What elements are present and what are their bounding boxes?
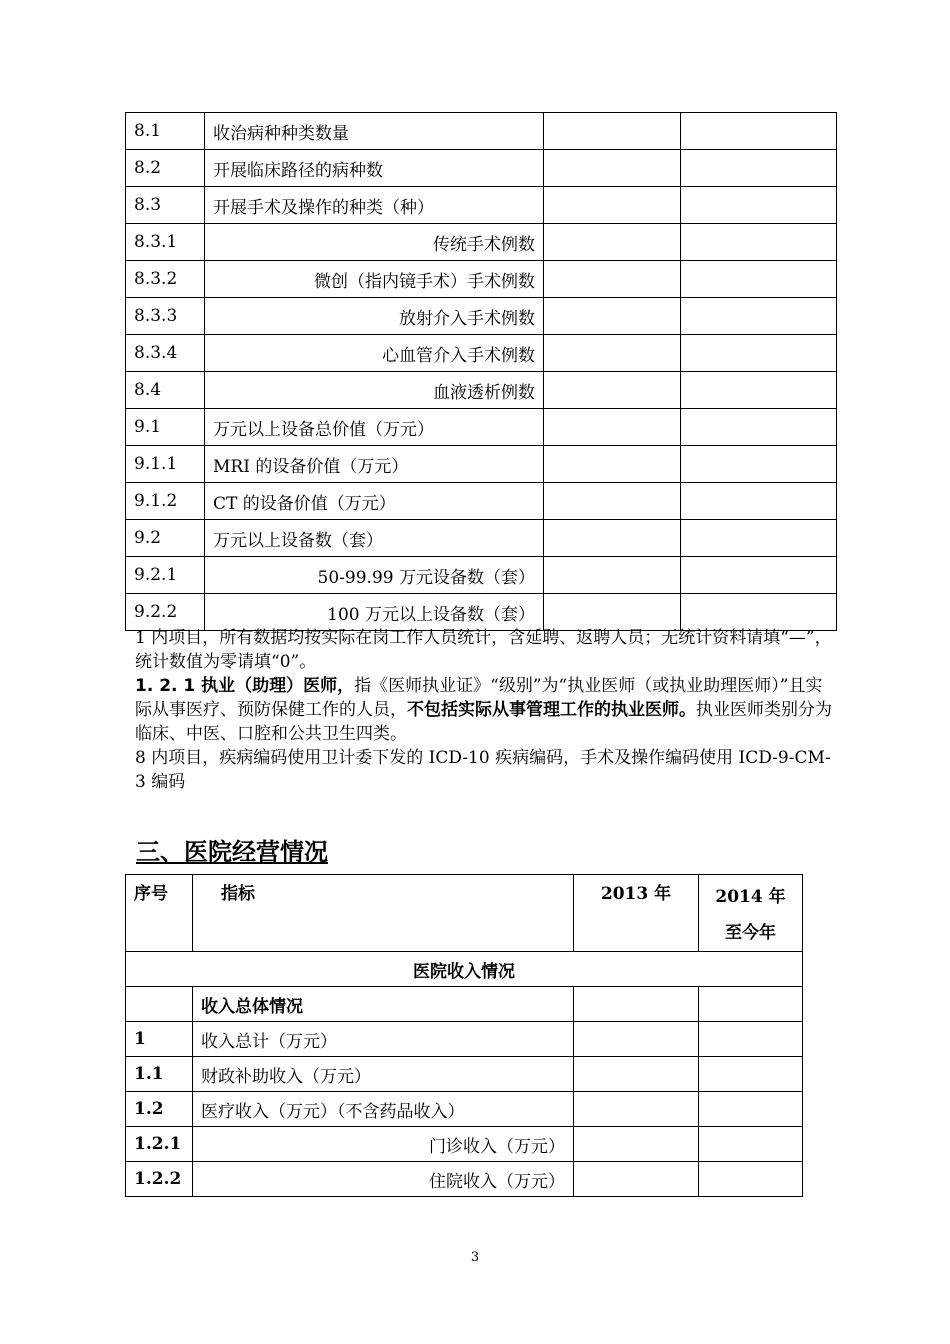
row-label: 开展手术及操作的种类（种）: [205, 187, 544, 224]
row-label: 心血管介入手术例数: [205, 335, 544, 372]
value-cell[interactable]: [699, 1127, 803, 1162]
value-cell[interactable]: [681, 224, 837, 261]
value-cell[interactable]: [544, 261, 681, 298]
table-row: [126, 1092, 803, 1127]
value-cell[interactable]: [681, 187, 837, 224]
value-cell[interactable]: [544, 520, 681, 557]
value-cell[interactable]: [699, 1162, 803, 1197]
value-cell[interactable]: [681, 594, 837, 631]
value-cell[interactable]: [681, 409, 837, 446]
row-number: 9.2.2: [126, 594, 205, 631]
row-label: 100 万元以上设备数（套）: [205, 594, 544, 631]
table-row: [126, 372, 837, 409]
row-number: 8.4: [126, 372, 205, 409]
value-cell[interactable]: [681, 113, 837, 150]
value-cell[interactable]: [681, 446, 837, 483]
row-label: 万元以上设备总价值（万元）: [205, 409, 544, 446]
row-label: 财政补助收入（万元）: [193, 1057, 574, 1092]
value-cell[interactable]: [574, 1022, 699, 1057]
note-2-term: 1. 2. 1 执业（助理）医师，: [135, 676, 355, 696]
note-2-exclusion: 不包括实际从事管理工作的执业医师。: [407, 700, 696, 720]
value-cell[interactable]: [699, 987, 803, 1022]
value-cell[interactable]: [681, 557, 837, 594]
row-label: 收治病种种类数量: [205, 113, 544, 150]
row-number: 1.2.1: [126, 1127, 193, 1162]
header-indicator: 指标: [193, 875, 574, 952]
table-row: [126, 261, 837, 298]
value-cell[interactable]: [544, 335, 681, 372]
row-number: 9.1.2: [126, 483, 205, 520]
value-cell[interactable]: [681, 520, 837, 557]
table-row: [126, 298, 837, 335]
value-cell[interactable]: [574, 1162, 699, 1197]
row-label: 50-99.99 万元设备数（套）: [205, 557, 544, 594]
value-cell[interactable]: [574, 1057, 699, 1092]
value-cell[interactable]: [699, 1092, 803, 1127]
value-cell[interactable]: [574, 1127, 699, 1162]
value-cell[interactable]: [544, 187, 681, 224]
row-label: 门诊收入（万元）: [193, 1127, 574, 1162]
table-row: [126, 1022, 803, 1057]
row-number: 8.3: [126, 187, 205, 224]
row-number: 1.2: [126, 1092, 193, 1127]
value-cell[interactable]: [544, 372, 681, 409]
table-row: [126, 409, 837, 446]
indicator-table-2: [125, 874, 803, 1197]
group-title: 医院收入情况: [126, 952, 803, 987]
row-number: 9.1.1: [126, 446, 205, 483]
value-cell[interactable]: [544, 409, 681, 446]
table-row: [126, 1162, 803, 1197]
table-row: [126, 483, 837, 520]
row-number: 8.3.2: [126, 261, 205, 298]
value-cell[interactable]: [699, 1057, 803, 1092]
value-cell[interactable]: [544, 150, 681, 187]
row-label: 微创（指内镜手术）手术例数: [205, 261, 544, 298]
header-no: 序号: [126, 875, 193, 952]
table-row: [126, 150, 837, 187]
row-number: 8.3.4: [126, 335, 205, 372]
note-3: 8 内项目，疾病编码使用卫计委下发的 ICD-10 疾病编码，手术及操作编码使用 ICD-9-CM-3 编码: [135, 748, 831, 792]
footnotes: [135, 626, 835, 794]
row-number: 9.2: [126, 520, 205, 557]
row-number: 9.1: [126, 409, 205, 446]
value-cell[interactable]: [544, 594, 681, 631]
table-row: [126, 335, 837, 372]
table-row: [126, 187, 837, 224]
section-title: 三、医院经营情况: [136, 838, 328, 866]
value-cell[interactable]: [699, 1022, 803, 1057]
value-cell[interactable]: [574, 1092, 699, 1127]
row-number: 1.1: [126, 1057, 193, 1092]
value-cell[interactable]: [681, 335, 837, 372]
row-number: 1: [126, 1022, 193, 1057]
value-cell[interactable]: [544, 224, 681, 261]
row-label: 传统手术例数: [205, 224, 544, 261]
value-cell[interactable]: [574, 987, 699, 1022]
row-number: 1.2.2: [126, 1162, 193, 1197]
row-label: 万元以上设备数（套）: [205, 520, 544, 557]
row-label: 放射介入手术例数: [205, 298, 544, 335]
value-cell[interactable]: [544, 298, 681, 335]
table-header-row: [126, 875, 803, 952]
table-row: [126, 557, 837, 594]
value-cell[interactable]: [681, 372, 837, 409]
value-cell[interactable]: [544, 557, 681, 594]
value-cell[interactable]: [681, 261, 837, 298]
header-2014: 2014 年至今年: [699, 875, 803, 952]
value-cell[interactable]: [681, 298, 837, 335]
header-2013: 2013 年: [574, 875, 699, 952]
table-row: [126, 446, 837, 483]
row-label: 医疗收入（万元）（不含药品收入）: [193, 1092, 574, 1127]
value-cell[interactable]: [544, 113, 681, 150]
subgroup-title: 收入总体情况: [193, 987, 574, 1022]
row-label: 血液透析例数: [205, 372, 544, 409]
indicator-table-1: [125, 112, 837, 631]
table-row: [126, 987, 803, 1022]
value-cell[interactable]: [681, 483, 837, 520]
row-number: 9.2.1: [126, 557, 205, 594]
page-number: 3: [470, 1250, 480, 1265]
table-row: [126, 1127, 803, 1162]
note-2-categories: 执业医师类别分为临床、中医、口腔和公共卫生四类。: [135, 700, 832, 744]
table-row: [126, 594, 837, 631]
row-label: 住院收入（万元）: [193, 1162, 574, 1197]
row-number: 8.1: [126, 113, 205, 150]
table-row: [126, 520, 837, 557]
row-number: [126, 987, 193, 1022]
note-1: 1 内项目，所有数据均按实际在岗工作人员统计，含延聘、返聘人员；无统计资料请填“—”，统计数值为零请填“0”。: [135, 628, 832, 672]
value-cell[interactable]: [544, 446, 681, 483]
row-label: 收入总计（万元）: [193, 1022, 574, 1057]
value-cell[interactable]: [681, 150, 837, 187]
table-row: [126, 113, 837, 150]
table-row: [126, 224, 837, 261]
row-label: MRI 的设备价值（万元）: [205, 446, 544, 483]
row-number: 8.3.3: [126, 298, 205, 335]
row-label: 开展临床路径的病种数: [205, 150, 544, 187]
row-number: 8.3.1: [126, 224, 205, 261]
table-row: [126, 1057, 803, 1092]
note-2: [135, 674, 835, 746]
row-number: 8.2: [126, 150, 205, 187]
value-cell[interactable]: [544, 483, 681, 520]
group-row: [126, 952, 803, 987]
note-2-definition: 指《医师执业证》“级别”为“执业医师（或执业助理医师）”且实际从事医疗、预防保健工作的人员，: [135, 676, 823, 720]
row-label: CT 的设备价值（万元）: [205, 483, 544, 520]
